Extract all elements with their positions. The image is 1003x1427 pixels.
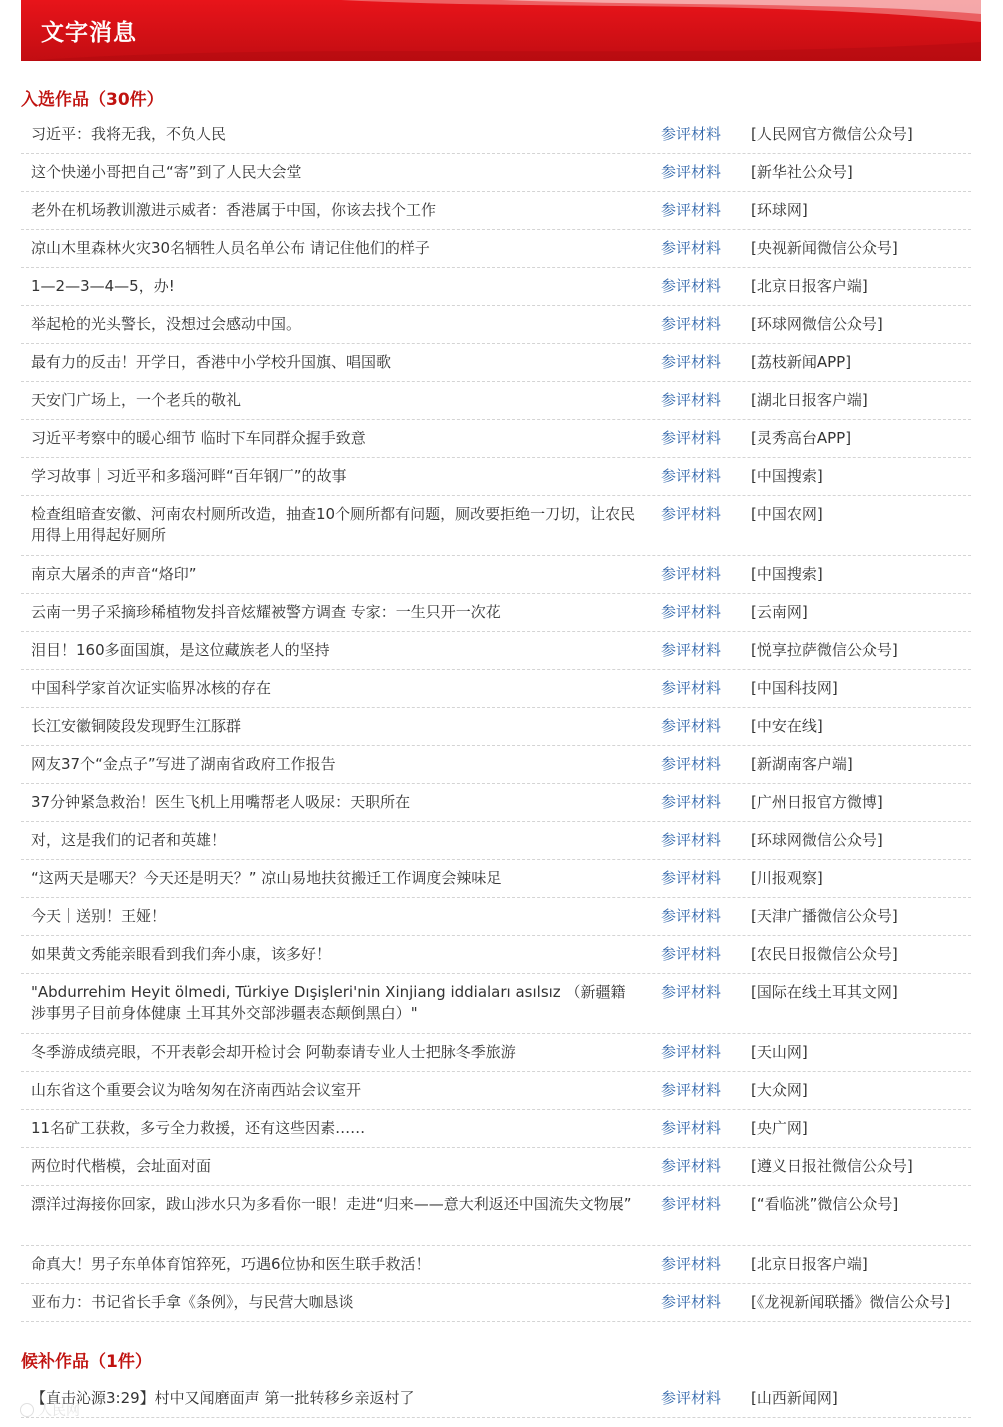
list-item	[21, 116, 971, 154]
reference-material-link[interactable]: 参评材料	[661, 1119, 722, 1137]
list-item	[21, 1246, 971, 1284]
item-title[interactable]: 网友37个“金点子”写进了湖南省政府工作报告	[31, 755, 336, 773]
list-item	[21, 746, 971, 784]
list-item	[21, 936, 971, 974]
list-item	[21, 594, 971, 632]
reference-material-link[interactable]: 参评材料	[661, 1195, 722, 1213]
list-item	[21, 822, 971, 860]
item-source: [湖北日报客户端]	[751, 391, 868, 409]
item-source: [农民日报微信公众号]	[751, 945, 898, 963]
reference-material-link[interactable]: 参评材料	[661, 1081, 722, 1099]
list-item	[21, 230, 971, 268]
reference-material-link[interactable]: 参评材料	[661, 505, 722, 523]
item-source: [遵义日报社微信公众号]	[751, 1157, 913, 1175]
item-source: [云南网]	[751, 603, 808, 621]
item-title[interactable]: 凉山木里森林火灾30名牺牲人员名单公布 请记住他们的样子	[31, 239, 430, 257]
reference-material-link[interactable]: 参评材料	[661, 831, 722, 849]
item-title[interactable]: 11名矿工获救，多亏全力救援，还有这些因素……	[31, 1119, 366, 1137]
item-source: [北京日报客户端]	[751, 277, 868, 295]
list-item	[21, 306, 971, 344]
item-source: [中国搜索]	[751, 565, 823, 583]
item-title[interactable]: 中国科学家首次证实临界冰核的存在	[31, 679, 272, 697]
list-item	[21, 1072, 971, 1110]
item-source: [环球网]	[751, 201, 808, 219]
item-source: [广州日报官方微博]	[751, 793, 883, 811]
item-source: [国际在线土耳其文网]	[751, 983, 898, 1001]
item-source: [央广网]	[751, 1119, 808, 1137]
reference-material-link[interactable]: 参评材料	[661, 869, 722, 887]
reference-material-link[interactable]: 参评材料	[661, 907, 722, 925]
list-item	[21, 632, 971, 670]
list-item	[21, 670, 971, 708]
reference-material-link[interactable]: 参评材料	[661, 277, 722, 295]
reference-material-link[interactable]: 参评材料	[661, 391, 722, 409]
reference-material-link[interactable]: 参评材料	[661, 565, 722, 583]
list-item	[21, 708, 971, 746]
list-item	[21, 1186, 971, 1246]
reference-material-link[interactable]: 参评材料	[661, 641, 722, 659]
item-source: [川报观察]	[751, 869, 823, 887]
list-item	[21, 556, 971, 594]
item-title[interactable]: 命真大！男子东单体育馆猝死，巧遇6位协和医生联手救活！	[31, 1255, 431, 1273]
reference-material-link[interactable]: 参评材料	[661, 679, 722, 697]
item-title[interactable]: 1—2—3—4—5，办!	[31, 277, 175, 295]
alternate-list	[21, 1380, 971, 1418]
reference-material-link[interactable]: 参评材料	[661, 1043, 722, 1061]
item-title[interactable]: 长江安徽铜陵段发现野生江豚群	[31, 717, 242, 735]
item-source: [中国科技网]	[751, 679, 838, 697]
reference-material-link[interactable]: 参评材料	[661, 201, 722, 219]
reference-material-link[interactable]: 参评材料	[661, 983, 722, 1001]
alternate-heading: 候补作品（1件）	[21, 1352, 152, 1372]
item-title[interactable]: 检查组暗查安徽、河南农村厕所改造，抽查10个厕所都有问题，厕改要拒绝一刀切，让农民用得上用得起好厕所	[31, 505, 636, 544]
item-source: [环球网微信公众号]	[751, 831, 883, 849]
item-title[interactable]: 如果黄文秀能亲眼看到我们奔小康，该多好！	[31, 945, 332, 963]
reference-material-link[interactable]: 参评材料	[661, 1157, 722, 1175]
reference-material-link[interactable]: 参评材料	[661, 793, 722, 811]
item-source: [天山网]	[751, 1043, 808, 1061]
reference-material-link[interactable]: 参评材料	[661, 1255, 722, 1273]
item-title[interactable]: "Abdurrehim Heyit ölmedi, Türkiye Dışişleri'nin Xinjiang iddiaları asılsız （新疆籍涉事男子目前身体健康 土耳其外交部涉疆表态颠倒黑白）"	[31, 983, 626, 1022]
item-source: [灵秀高台APP]	[751, 429, 852, 447]
item-source: [环球网微信公众号]	[751, 315, 883, 333]
list-item	[21, 898, 971, 936]
item-title[interactable]: 云南一男子采摘珍稀植物发抖音炫耀被警方调查 专家：一生只开一次花	[31, 603, 501, 621]
item-title[interactable]: 天安门广场上，一个老兵的敬礼	[31, 391, 242, 409]
list-item	[21, 1034, 971, 1072]
item-title[interactable]: 亚布力：书记省长手拿《条例》，与民营大咖恳谈	[31, 1293, 354, 1311]
list-item	[21, 974, 971, 1034]
reference-material-link[interactable]: 参评材料	[661, 239, 722, 257]
watermark-text: 人民网	[38, 1403, 80, 1419]
selected-list	[21, 116, 971, 1322]
item-source: [央视新闻微信公众号]	[751, 239, 898, 257]
item-source: [中国农网]	[751, 505, 823, 523]
item-title[interactable]: 漂洋过海接你回家，跋山涉水只为多看你一眼！走进“归来——意大利返还中国流失文物展”	[31, 1195, 632, 1213]
item-source: [“看临洮”微信公众号]	[751, 1195, 899, 1213]
reference-material-link[interactable]: 参评材料	[661, 315, 722, 333]
item-title[interactable]: 冬季游成绩亮眼，不开表彰会却开检讨会 阿勒泰请专业人士把脉冬季旅游	[31, 1043, 516, 1061]
list-item	[21, 860, 971, 898]
list-item	[21, 420, 971, 458]
item-title[interactable]: 今天｜送别！王娅！	[31, 907, 167, 925]
banner-wave-decoration	[21, 0, 981, 61]
banner-title: 文字消息	[41, 20, 137, 46]
list-item	[21, 458, 971, 496]
item-title[interactable]: 习近平考察中的暖心细节 临时下车同群众握手致意	[31, 429, 366, 447]
item-source: [《龙视新闻联播》微信公众号]	[751, 1293, 951, 1311]
item-source: [山西新闻网]	[751, 1389, 838, 1407]
reference-material-link[interactable]: 参评材料	[661, 1389, 722, 1407]
list-item	[21, 268, 971, 306]
reference-material-link[interactable]: 参评材料	[661, 717, 722, 735]
item-source: [中国搜索]	[751, 467, 823, 485]
reference-material-link[interactable]: 参评材料	[661, 945, 722, 963]
item-source: [人民网官方微信公众号]	[751, 125, 913, 143]
list-item	[21, 784, 971, 822]
list-item	[21, 382, 971, 420]
section-banner	[21, 0, 981, 61]
reference-material-link[interactable]: 参评材料	[661, 603, 722, 621]
selected-heading: 入选作品（30件）	[21, 90, 164, 110]
item-title[interactable]: 南京大屠杀的声音“烙印”	[31, 565, 197, 583]
watermark-logo-icon	[20, 1403, 34, 1417]
item-title[interactable]: 习近平：我将无我，不负人民	[31, 125, 227, 143]
reference-material-link[interactable]: 参评材料	[661, 125, 722, 143]
item-source: [大众网]	[751, 1081, 808, 1099]
reference-material-link[interactable]: 参评材料	[661, 353, 722, 371]
item-title[interactable]: 37分钟紧急救治！医生飞机上用嘴帮老人吸尿：天职所在	[31, 793, 411, 811]
item-title[interactable]: 【直击沁源3:29】村中又闻磨面声 第一批转移乡亲返村了	[31, 1389, 415, 1407]
reference-material-link[interactable]: 参评材料	[661, 1293, 722, 1311]
list-item	[21, 344, 971, 382]
item-title[interactable]: 这个快递小哥把自己“寄”到了人民大会堂	[31, 163, 302, 181]
list-item	[21, 1148, 971, 1186]
item-title[interactable]: 山东省这个重要会议为啥匆匆在济南西站会议室开	[31, 1081, 362, 1099]
item-title[interactable]: 两位时代楷模，会址面对面	[31, 1157, 212, 1175]
list-item	[21, 1284, 971, 1322]
reference-material-link[interactable]: 参评材料	[661, 429, 722, 447]
item-source: [中安在线]	[751, 717, 823, 735]
item-source: [悦享拉萨微信公众号]	[751, 641, 898, 659]
reference-material-link[interactable]: 参评材料	[661, 467, 722, 485]
watermark	[20, 1400, 80, 1420]
item-source: [新湖南客户端]	[751, 755, 853, 773]
list-item	[21, 192, 971, 230]
list-item	[21, 496, 971, 556]
list-item	[21, 1380, 971, 1418]
item-title[interactable]: 泪目！160多面国旗，是这位藏族老人的坚持	[31, 641, 330, 659]
item-source: [北京日报客户端]	[751, 1255, 868, 1273]
reference-material-link[interactable]: 参评材料	[661, 163, 722, 181]
item-title[interactable]: 最有力的反击！开学日，香港中小学校升国旗、唱国歌	[31, 353, 392, 371]
reference-material-link[interactable]: 参评材料	[661, 755, 722, 773]
item-title[interactable]: 对，这是我们的记者和英雄！	[31, 831, 227, 849]
item-source: [天津广播微信公众号]	[751, 907, 898, 925]
item-title[interactable]: 老外在机场教训激进示威者：香港属于中国，你该去找个工作	[31, 201, 437, 219]
item-source: [荔枝新闻APP]	[751, 353, 852, 371]
item-source: [新华社公众号]	[751, 163, 853, 181]
item-title[interactable]: “这两天是哪天？今天还是明天？” 凉山易地扶贫搬迁工作调度会辣味足	[31, 869, 502, 887]
list-item	[21, 154, 971, 192]
list-item	[21, 1110, 971, 1148]
item-title[interactable]: 学习故事｜习近平和多瑙河畔“百年钢厂”的故事	[31, 467, 347, 485]
item-title[interactable]: 举起枪的光头警长，没想过会感动中国。	[31, 315, 302, 333]
